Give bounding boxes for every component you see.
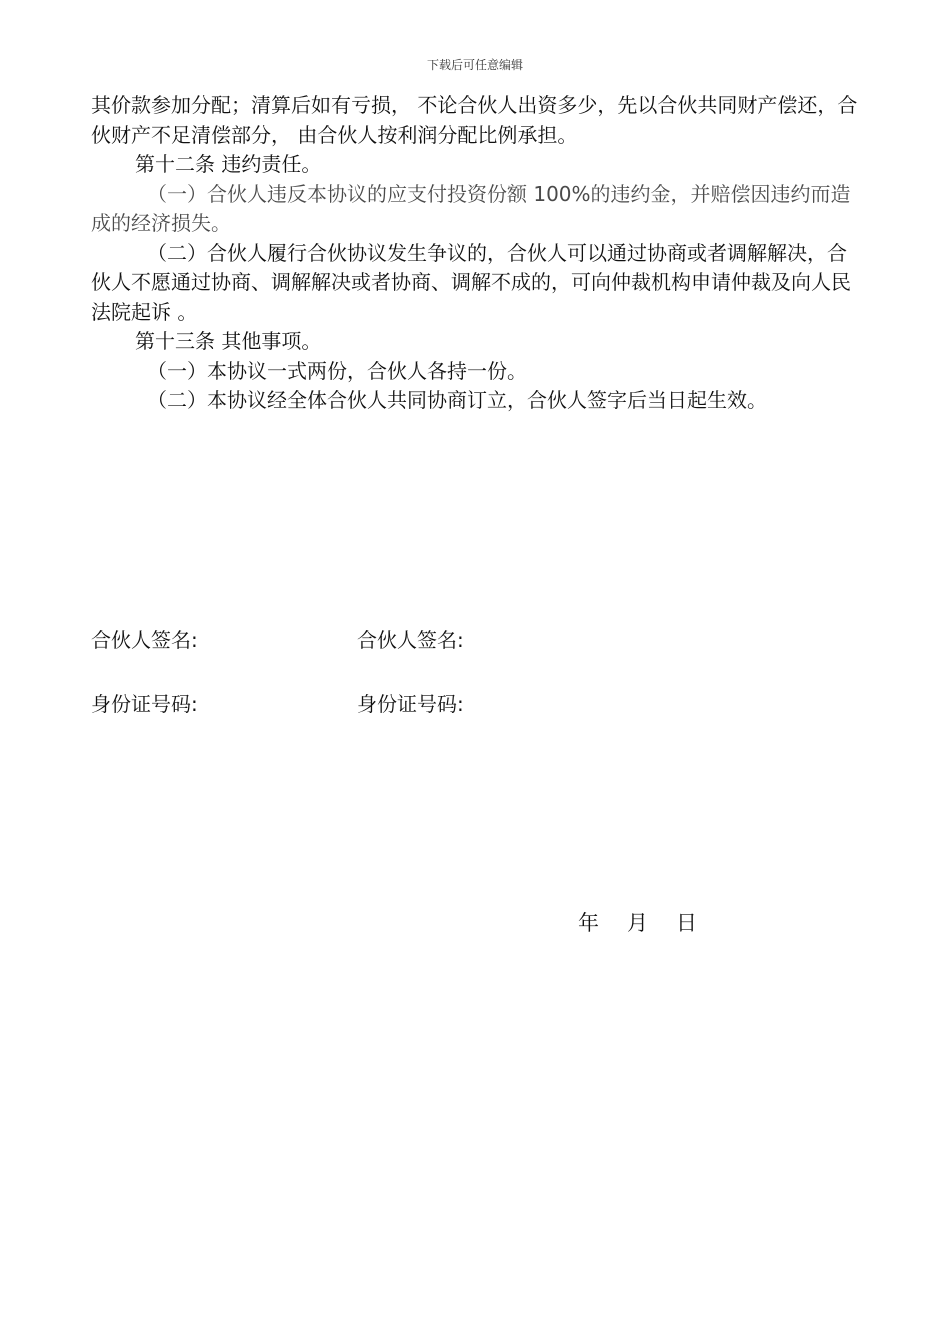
article-12-clause-2: （二）合伙人履行合伙协议发生争议的，合伙人可以通过协商或者调解解决，合伙人不愿通过协商、调解解决或者协商、调解不成的，可向仲裁机构申请仲裁及向人民法院起诉 。 [91, 240, 851, 324]
paragraph-liquidation: 其价款参加分配；清算后如有亏损， 不论合伙人出资多少，先以合伙共同财产偿还，合伙财产不足清偿部分， 由合伙人按利润分配比例承担。 [91, 93, 858, 147]
date-day-label: 日 [676, 911, 697, 935]
date-year-label: 年 [578, 911, 599, 935]
article-13-title: 第十三条 其他事项。 [135, 329, 322, 353]
partner-signature-label-left: 合伙人签名: [91, 628, 198, 652]
id-number-label-left: 身份证号码: [91, 692, 198, 716]
article-13-clause-2: （二）本协议经全体合伙人共同协商订立，合伙人签字后当日起生效。 [147, 388, 767, 412]
article-12-title: 第十二条 违约责任。 [135, 152, 322, 176]
partner-signature-label-right: 合伙人签名: [357, 628, 464, 652]
id-number-label-right: 身份证号码: [357, 692, 464, 716]
date-month-label: 月 [627, 911, 648, 935]
document-body [91, 91, 861, 416]
signing-date [578, 909, 697, 938]
page-header-note: 下载后可任意编辑 [426, 58, 523, 72]
article-13-clause-1: （一）本协议一式两份，合伙人各持一份。 [147, 358, 527, 383]
article-12-clause-1: （一）合伙人违反本协议的应支付投资份额 100%的违约金，并赔偿因违约而造成的经济损失。 [91, 181, 851, 235]
